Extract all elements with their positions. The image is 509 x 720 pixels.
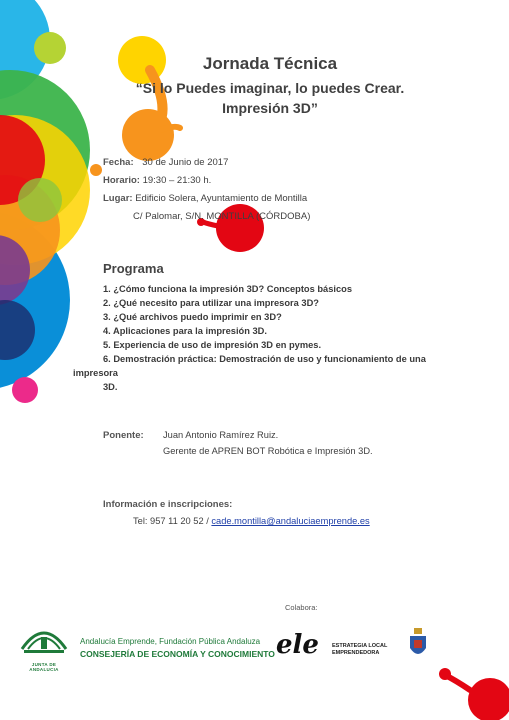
estrategia-line1: ESTRATEGIA LOCAL: [332, 643, 388, 649]
programa-item-4: 4. Aplicaciones para la impresión 3D.: [103, 326, 267, 336]
lugar-label: Lugar:: [103, 193, 133, 204]
junta-andalucia-logo: [18, 623, 70, 672]
deco-circle-pink: [12, 377, 38, 403]
colabora-label: Colabora:: [285, 603, 318, 612]
org-line2: CONSEJERÍA DE ECONOMÍA Y CONOCIMIENTO: [80, 649, 275, 659]
contacto-row: [133, 516, 370, 526]
deco-blob-orange: [122, 109, 174, 161]
deco-circle-ltgreen: [18, 178, 62, 222]
lugar-address: C/ Palomar, S/N. MONTILLA (CÓRDOBA): [133, 211, 311, 222]
programa-item-6-cont1: impresora: [73, 368, 118, 378]
junta-emblem-icon: [18, 623, 70, 657]
deco-blob-connector2: [160, 127, 180, 130]
page-subtitle-line1: “Si lo Puedes imaginar, lo puedes Crear.: [135, 80, 405, 96]
horario-value: 19:30 – 21:30 h.: [142, 175, 212, 186]
programa-item-3: 3. ¿Qué archivos puedo imprimir en 3D?: [103, 312, 282, 322]
programa-item-1: 1. ¿Cómo funciona la impresión 3D? Conceptos básicos: [103, 284, 352, 294]
ponente-role: Gerente de APREN BOT Robótica e Impresión 3D.: [163, 446, 373, 456]
fecha-value: 30 de Junio de 2017: [142, 157, 229, 168]
fecha-row: [103, 157, 228, 168]
ponente-label-wrap: [103, 430, 144, 441]
coat-of-arms-icon: [408, 628, 428, 660]
horario-row: [103, 175, 211, 186]
programa-item-6: 6. Demostración práctica: Demostración de uso y funcionamiento de una: [103, 354, 426, 364]
ponente-label: Ponente:: [103, 430, 144, 441]
programa-item-6-cont2: 3D.: [103, 382, 118, 392]
deco-blob-orange-small: [90, 164, 102, 176]
org-line1: Andalucía Emprende, Fundación Pública Andaluza: [80, 637, 261, 646]
deco-corner-red-small: [439, 668, 451, 680]
page-subtitle-line2: Impresión 3D”: [222, 100, 318, 116]
contacto-heading: Información e inscripciones:: [103, 499, 233, 510]
ele-logo: ele: [276, 630, 319, 660]
junta-logo-text: JUNTA DE ANDALUCIA: [29, 662, 59, 672]
programa-item-5: 5. Experiencia de uso de impresión 3D en pymes.: [103, 340, 322, 350]
deco-circle-lime: [34, 32, 66, 64]
ponente-name: Juan Antonio Ramírez Ruiz.: [163, 430, 279, 440]
deco-blob-red-tail: [203, 222, 218, 226]
page-title: Jornada Técnica: [202, 54, 338, 73]
contacto-heading-wrap: [103, 499, 232, 510]
programa-item-2: 2. ¿Qué necesito para utilizar una impresora 3D?: [103, 298, 319, 308]
contacto-email-link[interactable]: cade.montilla@andaluciaemprende.es: [211, 516, 370, 526]
estrategia-line2: EMPRENDEDORA: [332, 650, 380, 656]
programa-heading: Programa: [103, 261, 164, 276]
fecha-label: Fecha:: [103, 157, 134, 168]
lugar-value: Edificio Solera, Ayuntamiento de Montilla: [135, 193, 308, 204]
estrategia-logo-text: [332, 643, 387, 657]
lugar-row: [103, 193, 307, 204]
deco-corner-red: [468, 678, 509, 720]
contacto-tel: Tel: 957 11 20 52 /: [133, 516, 209, 526]
horario-label: Horario:: [103, 175, 140, 186]
